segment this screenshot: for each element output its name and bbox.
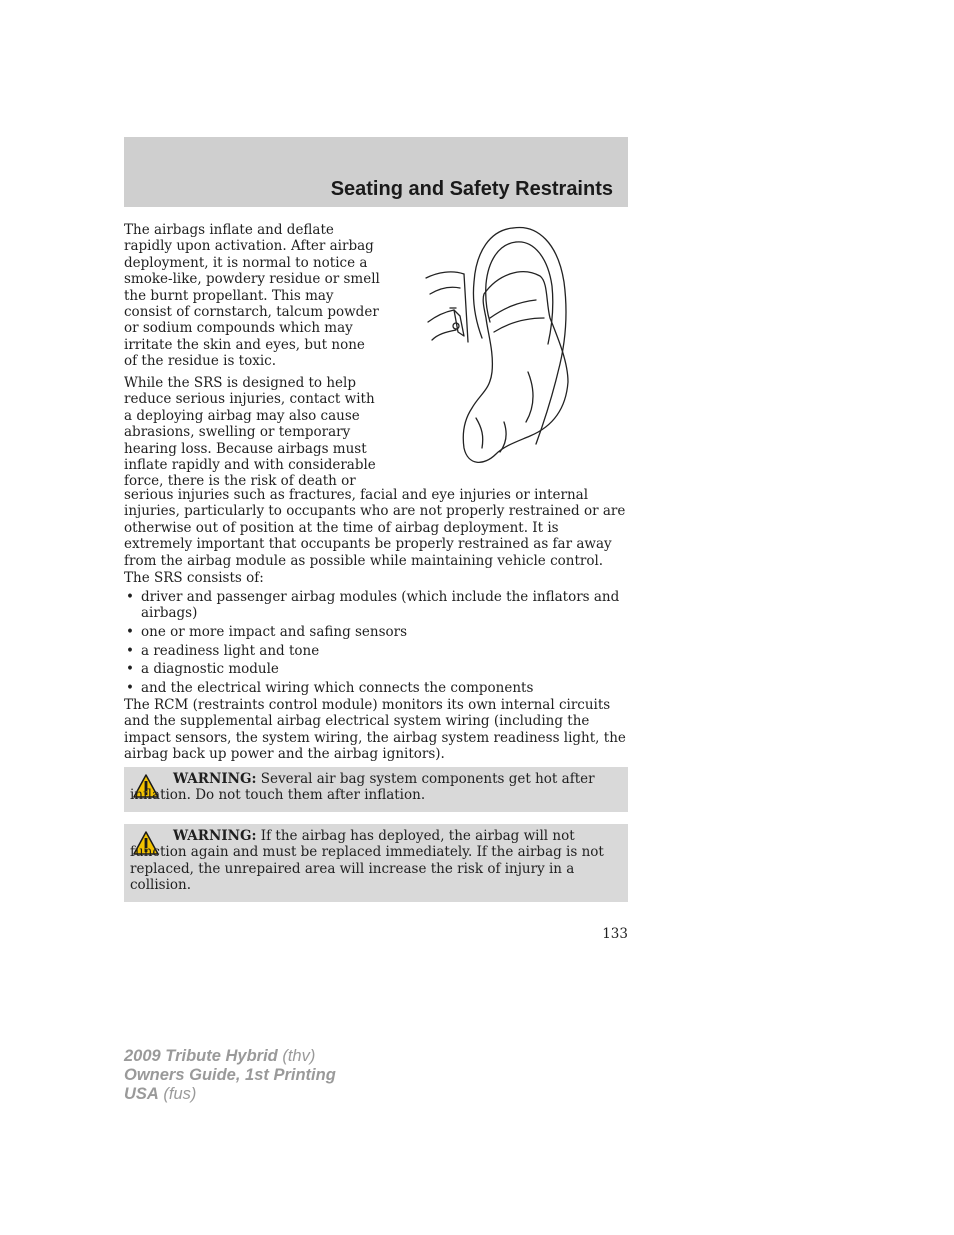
list-item: • and the electrical wiring which connects the components <box>126 679 534 696</box>
srs-components-list <box>124 589 628 698</box>
warning-box-replace-airbag <box>124 824 628 902</box>
deployed-airbag-illustration <box>418 222 578 472</box>
page-number: 133 <box>602 926 628 942</box>
bullet-icon: • <box>126 624 134 640</box>
bullet-icon: • <box>126 679 134 696</box>
paragraph-rcm: The RCM (restraints control module) monitors its own internal circuits and the supplemental airbag electrical system wiring (including the impact sensors, the system wiring, the airbag system readiness light, the airbag back up power and the airbag ignitors). <box>124 697 626 763</box>
document-footer <box>124 1047 336 1104</box>
paragraph-srs-risk-start: While the SRS is designed to help reduce serious injuries, contact with a deploying airbag may also cause abrasions, swelling or temporary hearing loss. Because airbags must inflate rapidly and with considerable force, there is the risk of death or <box>124 375 376 490</box>
bullet-icon: • <box>126 589 134 605</box>
list-item: • driver and passenger airbag modules (which include the inflators and airbags) <box>126 589 620 622</box>
warning-box-hot-components <box>124 767 628 812</box>
bullet-icon: • <box>126 642 134 659</box>
section-title: Seating and Safety Restraints <box>330 178 613 200</box>
warning-text: WARNING: If the airbag has deployed, the airbag will not function again and must be replaced immediately. If the airbag is not replaced, the unrepaired area will increase the risk of injury in a collision. <box>130 828 604 894</box>
list-item: • a readiness light and tone <box>126 642 320 659</box>
footer-line-market: USA (fus) <box>124 1085 197 1103</box>
warning-label: WARNING: <box>173 771 257 787</box>
paragraph-srs-risk-continued: serious injuries such as fractures, facial and eye injuries or internal injuries, particularly to occupants who are not properly restrained or are otherwise out of position at the time of airbag deployment. It is extremely important that occupants be properly restrained as far away from the airbag module as possible while maintaining vehicle control. <box>124 487 626 569</box>
footer-line-guide: Owners Guide, 1st Printing <box>124 1066 336 1084</box>
footer-line-model: 2009 Tribute Hybrid (thv) <box>124 1047 316 1065</box>
warning-text: WARNING: Several air bag system components get hot after inflation. Do not touch them after inflation. <box>130 771 595 804</box>
list-item: • one or more impact and safing sensors <box>126 624 408 640</box>
bullet-icon: • <box>126 661 134 678</box>
srs-components-intro: The SRS consists of: <box>124 570 264 586</box>
paragraph-airbag-residue: The airbags inflate and deflate rapidly upon activation. After airbag deployment, it is normal to notice a smoke-like, powdery residue or smell the burnt propellant. This may consist of cornstarch, talcum powder or sodium compounds which may irritate the skin and eyes, but none of the residue is toxic. <box>124 222 380 370</box>
list-item: • a diagnostic module <box>126 661 279 678</box>
section-header <box>124 137 628 207</box>
warning-label: WARNING: <box>173 828 257 844</box>
